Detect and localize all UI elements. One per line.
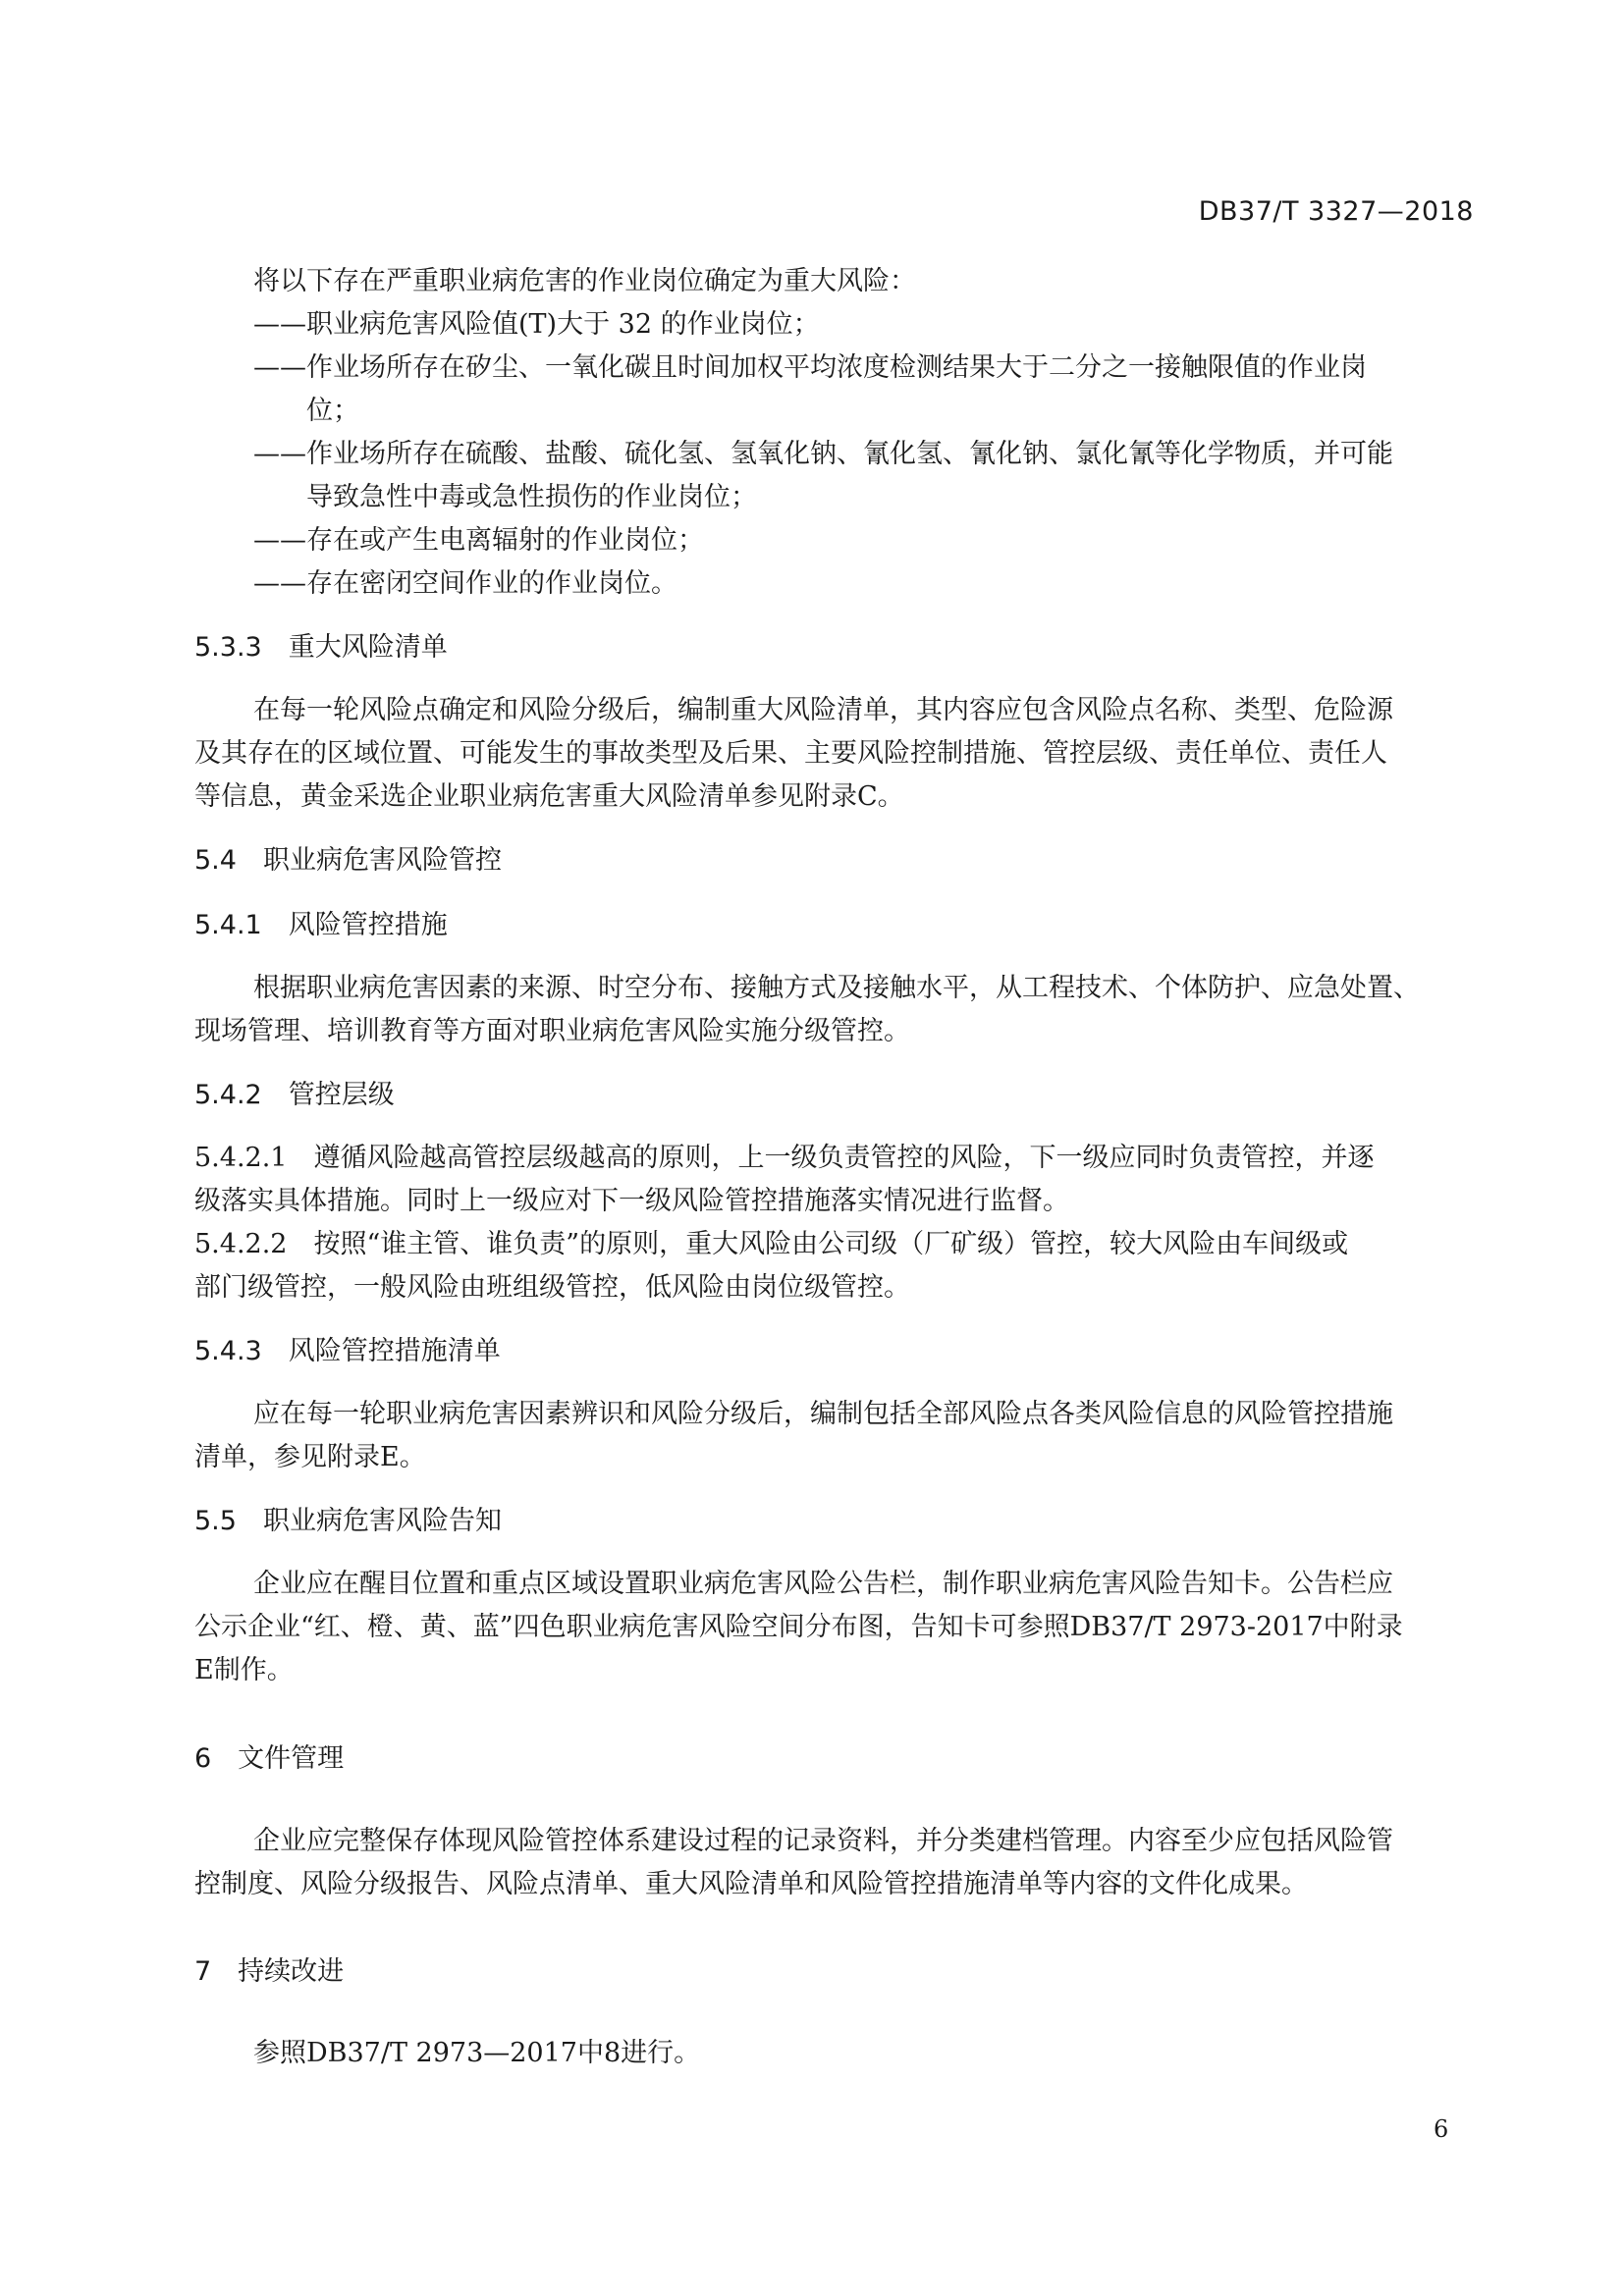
section-heading-5-5: 5.5 职业病危害风险告知 xyxy=(194,1506,502,1536)
paragraph-line: 控制度、风险分级报告、风险点清单、重大风险清单和风险管控措施清单等内容的文件化成果。 xyxy=(194,1869,1308,1899)
paragraph-line: 企业应完整保存体现风险管控体系建设过程的记录资料，并分类建档管理。内容至少应包括风险管 xyxy=(253,1826,1393,1856)
section-heading-6: 6 文件管理 xyxy=(194,1743,345,1774)
intro-line: 将以下存在严重职业病危害的作业岗位确定为重大风险： xyxy=(253,266,916,296)
section-heading-5-3-3: 5.3.3 重大风险清单 xyxy=(194,632,448,663)
list-item: ——职业病危害风险值(T)大于 32 的作业岗位； xyxy=(253,309,820,340)
clause-5-4-2-1: 5.4.2.1 遵循风险越高管控层级越高的原则，上一级负责管控的风险，下一级应同时负责管控，并逐 xyxy=(194,1143,1375,1173)
section-heading-5-4-2: 5.4.2 管控层级 xyxy=(194,1080,395,1110)
document-code: DB37/T 3327—2018 xyxy=(1198,196,1474,227)
list-item: ——作业场所存在矽尘、一氧化碳且时间加权平均浓度检测结果大于二分之一接触限值的作业岗 xyxy=(253,352,1367,383)
paragraph-line: 应在每一轮职业病危害因素辨识和风险分级后，编制包括全部风险点各类风险信息的风险管控措施 xyxy=(253,1399,1393,1429)
paragraph-line: 现场管理、培训教育等方面对职业病危害风险实施分级管控。 xyxy=(194,1016,910,1046)
list-item: ——存在或产生电离辐射的作业岗位； xyxy=(253,525,704,556)
list-item: ——存在密闭空间作业的作业岗位。 xyxy=(253,568,677,599)
clause-5-4-2-2: 5.4.2.2 按照“谁主管、谁负责”的原则，重大风险由公司级（厂矿级）管控，较大风险由车间级或 xyxy=(194,1229,1349,1259)
page-number: 6 xyxy=(1434,2115,1449,2143)
list-item: ——作业场所存在硫酸、盐酸、硫化氢、氢氧化钠、氰化氢、氰化钠、氯化氰等化学物质，并可能 xyxy=(253,439,1393,469)
list-item-continuation: 位； xyxy=(306,396,359,426)
paragraph-line: E制作。 xyxy=(194,1655,294,1685)
list-item-continuation: 导致急性中毒或急性损伤的作业岗位； xyxy=(306,482,757,512)
paragraph-line: 公示企业“红、橙、黄、蓝”四色职业病危害风险空间分布图，告知卡可参照DB37/T 2973-2017中附录 xyxy=(194,1612,1403,1642)
paragraph-line: 部门级管控，一般风险由班组级管控，低风险由岗位级管控。 xyxy=(194,1272,910,1303)
section-heading-7: 7 持续改进 xyxy=(194,1956,345,1987)
paragraph-line: 清单，参见附录E。 xyxy=(194,1442,426,1472)
paragraph-line: 及其存在的区域位置、可能发生的事故类型及后果、主要风险控制措施、管控层级、责任单位、责任人 xyxy=(194,738,1387,769)
paragraph-line: 在每一轮风险点确定和风险分级后，编制重大风险清单，其内容应包含风险点名称、类型、危险源 xyxy=(253,695,1393,725)
paragraph-line: 等信息，黄金采选企业职业病危害重大风险清单参见附录C。 xyxy=(194,781,904,812)
paragraph-line: 级落实具体措施。同时上一级应对下一级风险管控措施落实情况进行监督。 xyxy=(194,1186,1069,1216)
section-heading-5-4: 5.4 职业病危害风险管控 xyxy=(194,845,502,876)
paragraph-line: 根据职业病危害因素的来源、时空分布、接触方式及接触水平，从工程技术、个体防护、应急处置、 xyxy=(253,973,1420,1003)
section-heading-5-4-3: 5.4.3 风险管控措施清单 xyxy=(194,1336,501,1366)
paragraph-line: 企业应在醒目位置和重点区域设置职业病危害风险公告栏，制作职业病危害风险告知卡。公告栏应 xyxy=(253,1569,1393,1599)
paragraph-line: 参照DB37/T 2973—2017中8进行。 xyxy=(253,2038,701,2068)
section-heading-5-4-1: 5.4.1 风险管控措施 xyxy=(194,910,448,940)
